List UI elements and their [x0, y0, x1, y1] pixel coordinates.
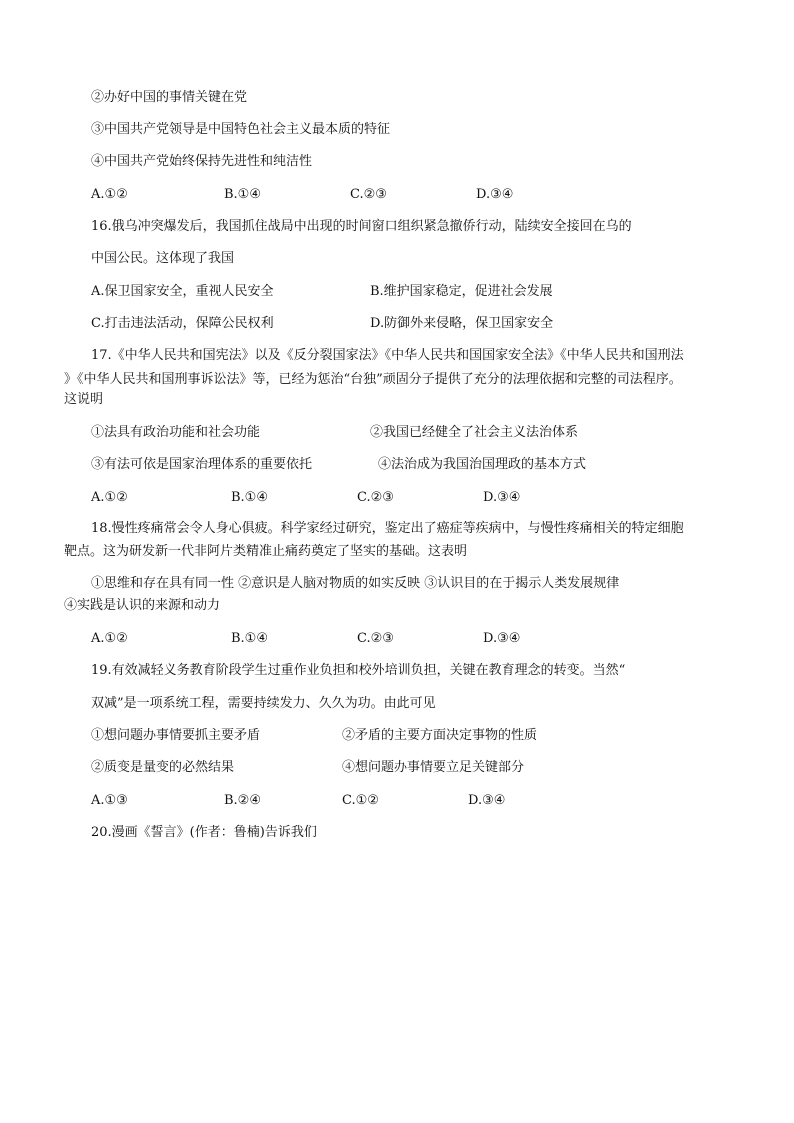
q17-stem-line-3: 这说明: [64, 392, 104, 407]
q17-stem-line-2: 》《中华人民共和国刑事诉讼法》等，已经为惩治“台独”顽固分子提供了充分的法理依据和完整的司法程序。: [64, 372, 682, 387]
q17-item-2: ②我国已经健全了社会主义法治体系: [370, 425, 579, 440]
q18-option-a: A.①②: [91, 631, 128, 646]
q19-stem-line-2: 双减”是一项系统工程，需要持续发力、久久为功。由此可见: [91, 696, 436, 711]
q18-option-c: C.②③: [357, 631, 394, 646]
q17-stem-line-1: 17.《中华人民共和国宪法》以及《反分裂国家法》《中华人民共和国国家安全法》《中华人民共和国刑法: [91, 348, 684, 363]
q19-option-c: C.①②: [342, 793, 379, 808]
q15-option-a: A.①②: [91, 187, 128, 202]
q19-option-b: B.②④: [224, 793, 261, 808]
q18-option-b: B.①④: [231, 631, 268, 646]
q18-stem-line-1: 18.慢性疼痛常会令人身心俱疲。科学家经过研究，鉴定出了癌症等疾病中，与慢性疼痛相关的特定细胞: [91, 521, 684, 536]
q19-option-d: D.③④: [468, 793, 506, 808]
q19-item-2: ②矛盾的主要方面决定事物的性质: [342, 728, 538, 743]
q17-option-b: B.①④: [231, 490, 268, 505]
q18-stem-line-2: 靶点。这为研发新一代非阿片类精准止痛药奠定了坚实的基础。这表明: [64, 544, 468, 559]
q17-option-d: D.③④: [483, 490, 521, 505]
q17-item-4: ④法治成为我国治国理政的基本方式: [378, 457, 587, 472]
q18-items-line-1: ①思维和存在具有同一性 ②意识是人脑对物质的如实反映 ③认识目的在于揭示人类发展规律: [91, 576, 620, 591]
q16-stem-line-1: 16.俄乌冲突爆发后，我国抓住战局中出现的时间窗口组织紧急撤侨行动，陆续安全接回在乌的: [91, 219, 632, 234]
q17-item-3: ③有法可依是国家治理体系的重要依托: [91, 457, 313, 472]
q16-option-b: B.维护国家稳定，促进社会发展: [370, 284, 553, 299]
q15-option-d: D.③④: [476, 187, 514, 202]
q19-item-4: ④想问题办事情要立足关键部分: [342, 760, 525, 775]
q19-item-3: ②质变是量变的必然结果: [91, 760, 235, 775]
q15-option-b: B.①④: [224, 187, 261, 202]
q16-stem-line-2: 中国公民。这体现了我国: [91, 251, 235, 266]
q15-item-4: ④中国共产党始终保持先进性和纯洁性: [91, 154, 313, 169]
q18-option-d: D.③④: [483, 631, 521, 646]
q16-option-c: C.打击违法活动，保障公民权利: [91, 316, 274, 331]
q19-stem-line-1: 19.有效减轻义务教育阶段学生过重作业负担和校外培训负担，关键在教育理念的转变。当然“: [91, 663, 626, 678]
q17-option-c: C.②③: [357, 490, 394, 505]
q16-option-d: D.防御外来侵略，保卫国家安全: [370, 316, 554, 331]
q15-option-c: C.②③: [350, 187, 387, 202]
q17-option-a: A.①②: [91, 490, 128, 505]
q15-item-3: ③中国共产党领导是中国特色社会主义最本质的特征: [91, 122, 391, 137]
q15-item-2: ②办好中国的事情关键在党: [91, 90, 248, 105]
q19-option-a: A.①③: [91, 793, 128, 808]
q18-items-line-2: ④实践是认识的来源和动力: [64, 598, 221, 613]
q17-item-1: ①法具有政治功能和社会功能: [91, 425, 261, 440]
q19-item-1: ①想问题办事情要抓主要矛盾: [91, 728, 261, 743]
q20-stem-line-1: 20.漫画《誓言》(作者：鲁楠)告诉我们: [91, 825, 317, 840]
q16-option-a: A.保卫国家安全，重视人民安全: [91, 284, 274, 299]
